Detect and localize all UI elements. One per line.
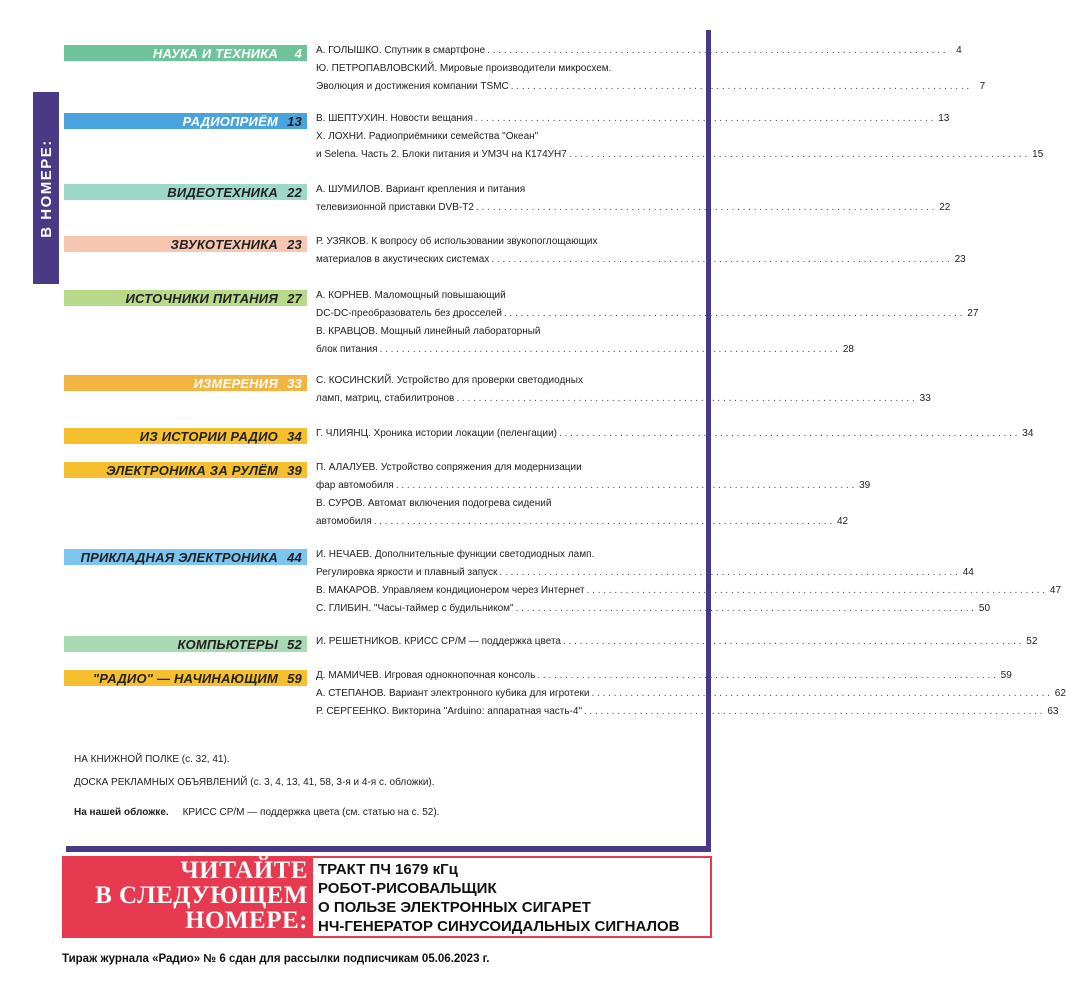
section-header[interactable] xyxy=(64,290,307,306)
article-entry[interactable] xyxy=(316,199,951,217)
section-header[interactable] xyxy=(64,462,307,478)
article-text: ламп, матриц, стабилитронов xyxy=(316,393,455,404)
next-issue-item[interactable]: НЧ-ГЕНЕРАТОР СИНУСОИДАЛЬНЫХ СИГНАЛОВ xyxy=(318,918,680,935)
section-articles xyxy=(316,42,986,96)
article-page: 47 xyxy=(1049,585,1062,596)
article-text: В. СУРОВ. Автомат включения подогрева сидений xyxy=(316,498,552,509)
article-text: блок питания xyxy=(316,344,378,355)
section-articles xyxy=(316,287,979,359)
leader-dots xyxy=(516,600,974,618)
section-title: ИЗМЕРЕНИЯ xyxy=(193,375,278,391)
article-entry[interactable] xyxy=(316,233,688,251)
article-page: 15 xyxy=(1032,149,1044,160)
leader-dots xyxy=(537,667,995,685)
ads-note: ДОСКА РЕКЛАМНЫХ ОБЪЯВЛЕНИЙ (с. 3, 4, 13, 41, 58, 3-я и 4-я с. обложки). xyxy=(74,777,435,788)
article-page: 63 xyxy=(1047,706,1059,717)
article-text: В. ШЕПТУХИН. Новости вещания xyxy=(316,113,473,124)
section-page: 27 xyxy=(287,290,302,306)
section-header[interactable] xyxy=(64,236,307,252)
article-entry[interactable] xyxy=(316,128,688,146)
article-entry[interactable] xyxy=(316,425,1034,443)
article-text: и Selena. Часть 2. Блоки питания и УМЗЧ на К174УН7 xyxy=(316,149,567,160)
section-page: 23 xyxy=(287,236,302,252)
leader-dots xyxy=(476,199,934,217)
section-page: 4 xyxy=(294,45,302,61)
article-entry[interactable] xyxy=(316,600,991,618)
article-entry[interactable] xyxy=(316,564,974,582)
article-entry[interactable] xyxy=(316,323,688,341)
article-entry[interactable] xyxy=(316,60,688,78)
article-text: DC-DC-преобразователь без дросселей xyxy=(316,308,502,319)
next-issue-list xyxy=(313,858,710,936)
section-header[interactable] xyxy=(64,636,307,652)
article-entry[interactable] xyxy=(316,685,1066,703)
article-entry[interactable] xyxy=(316,477,871,495)
bookshelf-note: НА КНИЖНОЙ ПОЛКЕ (с. 32, 41). xyxy=(74,754,230,765)
section-header[interactable] xyxy=(64,428,307,444)
article-text: Д. МАМИЧЕВ. Игровая однокнопочная консоль xyxy=(316,670,536,681)
article-page: 44 xyxy=(962,567,974,578)
section-page: 22 xyxy=(287,184,302,200)
article-entry[interactable] xyxy=(316,42,962,60)
article-page: 28 xyxy=(842,344,854,355)
next-issue-item[interactable]: РОБОТ-РИСОВАЛЬЩИК xyxy=(318,880,497,897)
section-articles xyxy=(316,233,966,269)
section-title: "РАДИО" — НАЧИНАЮЩИМ xyxy=(92,670,278,686)
article-page: 33 xyxy=(919,393,931,404)
article-text: Х. ЛОХНИ. Радиоприёмники семейства "Океан" xyxy=(316,131,539,142)
in-this-issue-tab xyxy=(33,92,59,284)
leader-dots xyxy=(587,582,1045,600)
section-header[interactable] xyxy=(64,549,307,565)
leader-dots xyxy=(569,146,1027,164)
leader-dots xyxy=(499,564,957,582)
article-text: Г. ЧЛИЯНЦ. Хроника истории локации (пеленгации) xyxy=(316,428,557,439)
section-title: ВИДЕОТЕХНИКА xyxy=(167,184,278,200)
leader-dots xyxy=(475,110,933,128)
leader-dots xyxy=(511,78,969,96)
section-title: ЗВУКОТЕХНИКА xyxy=(170,236,278,252)
article-entry[interactable] xyxy=(316,513,849,531)
article-text: фар автомобиля xyxy=(316,480,394,491)
article-text: автомобиля xyxy=(316,516,372,527)
next-issue-title-line: В СЛЕДУЮЩЕМ xyxy=(95,882,308,909)
section-page: 52 xyxy=(287,636,302,652)
section-articles xyxy=(316,425,1034,443)
section-articles xyxy=(316,633,1038,651)
article-text: Регулировка яркости и плавный запуск xyxy=(316,567,498,578)
section-title: ПРИКЛАДНАЯ ЭЛЕКТРОНИКА xyxy=(80,549,278,565)
section-page: 13 xyxy=(287,113,302,129)
article-entry[interactable] xyxy=(316,251,966,269)
article-text: П. АЛАЛУЕВ. Устройство сопряжения для модернизации xyxy=(316,462,582,473)
section-page: 44 xyxy=(287,549,302,565)
article-text: А. СТЕПАНОВ. Вариант электронного кубика для игротеки xyxy=(316,688,590,699)
section-page: 34 xyxy=(287,428,302,444)
article-entry[interactable] xyxy=(316,390,931,408)
leader-dots xyxy=(456,390,914,408)
article-entry[interactable] xyxy=(316,495,688,513)
article-entry[interactable] xyxy=(316,146,1044,164)
cover-note-text: КРИСС CP/M — поддержка цвета (см. статью на с. 52). xyxy=(182,807,440,818)
section-header[interactable] xyxy=(64,184,307,200)
section-title: ЭЛЕКТРОНИКА ЗА РУЛЁМ xyxy=(106,462,278,478)
next-issue-title xyxy=(66,858,310,936)
article-page: 62 xyxy=(1054,688,1066,699)
section-page: 39 xyxy=(287,462,302,478)
article-text: С. КОСИНСКИЙ. Устройство для проверки светодиодных xyxy=(316,375,583,386)
article-text: Эволюция и достижения компании TSMC xyxy=(316,81,509,92)
article-entry[interactable] xyxy=(316,181,688,199)
article-entry[interactable] xyxy=(316,633,1038,651)
article-page: 50 xyxy=(978,603,991,614)
section-page: 33 xyxy=(287,375,302,391)
article-page: 23 xyxy=(954,254,966,265)
leader-dots xyxy=(559,425,1017,443)
article-page: 52 xyxy=(1026,636,1038,647)
section-title: ИЗ ИСТОРИИ РАДИО xyxy=(139,428,278,444)
section-articles xyxy=(316,110,1044,164)
article-entry[interactable] xyxy=(316,459,688,477)
article-entry[interactable] xyxy=(316,582,1062,600)
article-text: телевизионной приставки DVB-T2 xyxy=(316,202,474,213)
next-issue-title-line: ЧИТАЙТЕ xyxy=(180,857,308,884)
article-entry[interactable] xyxy=(316,667,1012,685)
article-entry[interactable] xyxy=(316,78,986,96)
section-header[interactable] xyxy=(64,375,307,391)
leader-dots xyxy=(491,251,949,269)
next-issue-title-line: НОМЕРЕ: xyxy=(185,907,308,934)
section-articles xyxy=(316,181,951,217)
circulation-note: Тираж журнала «Радио» № 6 сдан для рассылки подписчикам 05.06.2023 г. xyxy=(62,953,490,965)
section-header[interactable] xyxy=(64,670,307,686)
article-text: В. КРАВЦОВ. Мощный линейный лабораторный xyxy=(316,326,541,337)
article-page: 22 xyxy=(939,202,951,213)
article-text: Р. СЕРГЕЕНКО. Викторина "Arduino: аппаратная часть-4" xyxy=(316,706,582,717)
article-text: А. ГОЛЫШКО. Спутник в смартфоне xyxy=(316,45,486,56)
section-title: ИСТОЧНИКИ ПИТАНИЯ xyxy=(125,290,278,306)
cover-note-label: На нашей обложке. xyxy=(74,807,169,818)
article-entry[interactable] xyxy=(316,703,1059,721)
article-text: материалов в акустических системах xyxy=(316,254,490,265)
article-entry[interactable] xyxy=(316,372,688,390)
section-title: РАДИОПРИЁМ xyxy=(182,113,278,129)
article-entry[interactable] xyxy=(316,341,854,359)
section-articles xyxy=(316,546,1062,618)
leader-dots xyxy=(584,703,1042,721)
article-entry[interactable] xyxy=(316,110,950,128)
article-text: С. ГЛИБИН. "Часы-таймер с будильником" xyxy=(316,603,514,614)
article-page: 13 xyxy=(938,113,950,124)
next-issue-item[interactable]: О ПОЛЬЗЕ ЭЛЕКТРОННЫХ СИГАРЕТ xyxy=(318,899,591,916)
article-entry[interactable] xyxy=(316,305,979,323)
article-text: А. КОРНЕВ. Маломощный повышающий xyxy=(316,290,506,301)
leader-dots xyxy=(504,305,962,323)
section-header[interactable] xyxy=(64,45,307,61)
leader-dots xyxy=(380,341,838,359)
leader-dots xyxy=(374,513,832,531)
article-page: 27 xyxy=(967,308,979,319)
leader-dots xyxy=(563,633,1021,651)
article-entry[interactable] xyxy=(316,546,688,564)
article-page: 4 xyxy=(956,45,962,56)
article-page: 7 xyxy=(979,81,986,92)
article-page: 59 xyxy=(1000,670,1012,681)
section-page: 59 xyxy=(287,670,302,686)
section-articles xyxy=(316,372,931,408)
article-text: Ю. ПЕТРОПАВЛОВСКИЙ. Мировые производители микросхем. xyxy=(316,63,612,74)
article-text: А. ШУМИЛОВ. Вариант крепления и питания xyxy=(316,184,526,195)
article-entry[interactable] xyxy=(316,287,688,305)
section-articles xyxy=(316,459,871,531)
article-text: Р. УЗЯКОВ. К вопросу об использовании звукопоглощающих xyxy=(316,236,598,247)
frame-bottom-border xyxy=(66,846,711,852)
cover-note xyxy=(74,807,694,818)
article-text: И. РЕШЕТНИКОВ. КРИСС CP/M — поддержка цвета xyxy=(316,636,561,647)
section-title: КОМПЬЮТЕРЫ xyxy=(177,636,278,652)
article-page: 39 xyxy=(859,480,871,491)
section-header[interactable] xyxy=(64,113,307,129)
next-issue-item[interactable]: ТРАКТ ПЧ 1679 кГц xyxy=(318,861,458,878)
article-text: В. МАКАРОВ. Управляем кондиционером через Интернет xyxy=(316,585,585,596)
leader-dots xyxy=(396,477,854,495)
article-text: И. НЕЧАЕВ. Дополнительные функции светодиодных ламп. xyxy=(316,549,595,560)
leader-dots xyxy=(487,42,945,60)
in-this-issue-label: В НОМЕРЕ: xyxy=(37,138,55,238)
leader-dots xyxy=(591,685,1049,703)
article-page: 42 xyxy=(837,516,849,527)
section-title: НАУКА И ТЕХНИКА xyxy=(152,45,278,61)
article-page: 34 xyxy=(1022,428,1034,439)
section-articles xyxy=(316,667,1066,721)
